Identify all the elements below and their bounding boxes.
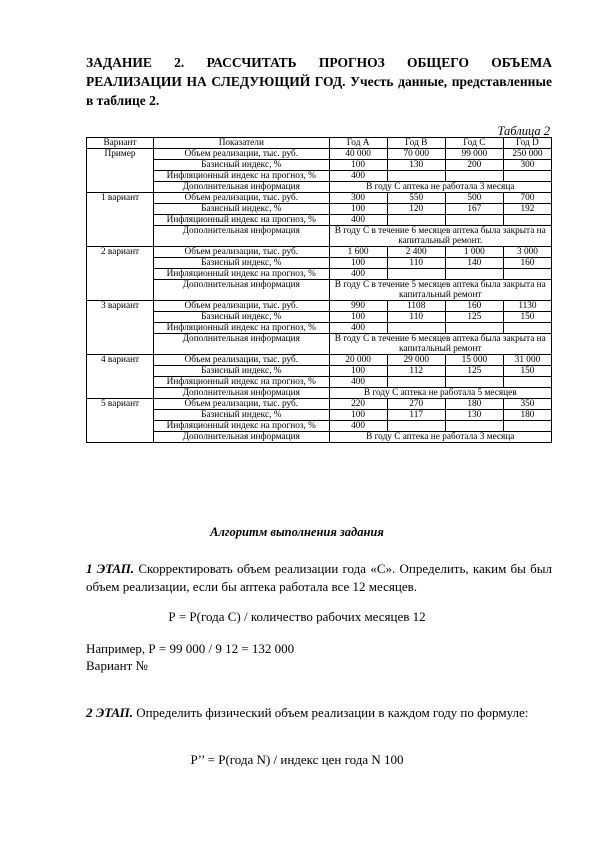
- value-cell: 250 000: [503, 149, 551, 160]
- value-cell: 550: [387, 193, 445, 204]
- empty-cell: [387, 323, 445, 334]
- empty-cell: [503, 171, 551, 182]
- value-cell: 300: [329, 193, 387, 204]
- table-row: [87, 182, 552, 193]
- col-header: Год A: [329, 138, 387, 149]
- indicator-label: Базисный индекс, %: [154, 204, 329, 215]
- value-cell: 160: [445, 301, 503, 312]
- table-row: [87, 204, 552, 215]
- value-cell: 100: [329, 204, 387, 215]
- value-cell: 192: [503, 204, 551, 215]
- value-cell: 180: [503, 410, 551, 421]
- indicator-label: Объем реализации, тыс. руб.: [154, 247, 329, 258]
- indicator-label: Базисный индекс, %: [154, 366, 329, 377]
- indicator-label: Инфляционный индекс на прогноз, %: [154, 377, 329, 388]
- indicator-label: Объем реализации, тыс. руб.: [154, 399, 329, 410]
- value-cell: 180: [445, 399, 503, 410]
- col-header: Вариант: [87, 138, 154, 149]
- indicator-label: Инфляционный индекс на прогноз, %: [154, 323, 329, 334]
- table-row: [87, 258, 552, 269]
- table-row: [87, 312, 552, 323]
- value-cell: 110: [387, 312, 445, 323]
- variant-cell: Пример: [87, 149, 154, 193]
- empty-cell: [445, 215, 503, 226]
- stage2-label: 2 ЭТАП.: [86, 705, 134, 720]
- value-cell: 99 000: [445, 149, 503, 160]
- empty-cell: [503, 421, 551, 432]
- col-header: Год C: [445, 138, 503, 149]
- value-cell: 100: [329, 312, 387, 323]
- value-cell: 100: [329, 366, 387, 377]
- indicator-label: Объем реализации, тыс. руб.: [154, 193, 329, 204]
- variant-cell: 1 вариант: [87, 193, 154, 247]
- stage2-text: Определить физический объем реализации в каждом году по формуле:: [136, 705, 529, 720]
- col-header: Показатели: [154, 138, 329, 149]
- empty-cell: [387, 377, 445, 388]
- table-row: [87, 247, 552, 258]
- table-caption: Таблица 2: [497, 124, 550, 138]
- empty-cell: [503, 377, 551, 388]
- table-row: [87, 171, 552, 182]
- value-cell: 160: [503, 258, 551, 269]
- table-row: [87, 280, 552, 301]
- table-row: [87, 149, 552, 160]
- empty-cell: [503, 215, 551, 226]
- table-row: [87, 388, 552, 399]
- table-row: [87, 432, 552, 443]
- value-cell: 220: [329, 399, 387, 410]
- empty-cell: [445, 171, 503, 182]
- value-cell: 130: [445, 410, 503, 421]
- value-cell: 110: [387, 258, 445, 269]
- indicator-label: Дополнительная информация: [154, 388, 329, 399]
- indicator-label: Дополнительная информация: [154, 334, 329, 355]
- empty-cell: [387, 215, 445, 226]
- col-header: Год D: [503, 138, 551, 149]
- value-cell: 400: [329, 215, 387, 226]
- value-cell: 120: [387, 204, 445, 215]
- value-cell: 100: [329, 258, 387, 269]
- value-cell: 200: [445, 160, 503, 171]
- empty-cell: [503, 323, 551, 334]
- stage1-label: 1 ЭТАП.: [86, 561, 135, 576]
- extra-info-cell: В году С аптека не работала 3 месяца: [329, 182, 551, 193]
- variant-cell: 2 вариант: [87, 247, 154, 301]
- stage2-paragraph: [86, 704, 552, 722]
- table-row: [87, 269, 552, 280]
- stage1-formula: Р = Р(года С) / количество рабочих месяцев 12: [168, 609, 426, 624]
- value-cell: 125: [445, 366, 503, 377]
- indicator-label: Базисный индекс, %: [154, 258, 329, 269]
- table-row: [87, 193, 552, 204]
- empty-cell: [387, 269, 445, 280]
- variant-line: Вариант №: [86, 658, 148, 673]
- algorithm-title: Алгоритм выполнения задания: [210, 525, 384, 539]
- value-cell: 1 000: [445, 247, 503, 258]
- extra-info-cell: В году С в течение 5 месяцев аптека была закрыта на капитальный ремонт: [329, 280, 551, 301]
- indicator-label: Базисный индекс, %: [154, 410, 329, 421]
- indicator-label: Инфляционный индекс на прогноз, %: [154, 215, 329, 226]
- empty-cell: [387, 421, 445, 432]
- value-cell: 1108: [387, 301, 445, 312]
- value-cell: 15 000: [445, 355, 503, 366]
- value-cell: 990: [329, 301, 387, 312]
- value-cell: 167: [445, 204, 503, 215]
- value-cell: 400: [329, 323, 387, 334]
- indicator-label: Инфляционный индекс на прогноз, %: [154, 269, 329, 280]
- table-row: [87, 355, 552, 366]
- indicator-label: Объем реализации, тыс. руб.: [154, 301, 329, 312]
- empty-cell: [445, 377, 503, 388]
- value-cell: 112: [387, 366, 445, 377]
- value-cell: 29 000: [387, 355, 445, 366]
- indicator-label: Дополнительная информация: [154, 182, 329, 193]
- indicator-label: Базисный индекс, %: [154, 312, 329, 323]
- table-row: [87, 410, 552, 421]
- value-cell: 140: [445, 258, 503, 269]
- variant-cell: 5 вариант: [87, 399, 154, 443]
- value-cell: 500: [445, 193, 503, 204]
- stage1-text: Скорректировать объем реализации года «С». Определить, каким бы был объем реализации, если бы аптека работала все 12 месяцев.: [86, 561, 553, 594]
- indicator-label: Объем реализации, тыс. руб.: [154, 355, 329, 366]
- table-row: [87, 301, 552, 312]
- indicator-label: Дополнительная информация: [154, 432, 329, 443]
- value-cell: 100: [329, 160, 387, 171]
- table-header-row: [87, 138, 552, 149]
- variant-cell: 4 вариант: [87, 355, 154, 399]
- table-row: [87, 399, 552, 410]
- empty-cell: [387, 171, 445, 182]
- value-cell: 100: [329, 410, 387, 421]
- value-cell: 400: [329, 269, 387, 280]
- indicator-label: Объем реализации, тыс. руб.: [154, 149, 329, 160]
- empty-cell: [445, 421, 503, 432]
- value-cell: 130: [387, 160, 445, 171]
- stage1-example: Например, Р = 99 000 / 9 12 = 132 000: [86, 641, 295, 656]
- value-cell: 350: [503, 399, 551, 410]
- indicator-label: Инфляционный индекс на прогноз, %: [154, 421, 329, 432]
- stage2-formula: Р’’ = Р(года N) / индекс цен года N 100: [190, 752, 404, 767]
- table-row: [87, 215, 552, 226]
- value-cell: 70 000: [387, 149, 445, 160]
- extra-info-cell: В году С аптека не работала 3 месяца: [329, 432, 551, 443]
- value-cell: 20 000: [329, 355, 387, 366]
- col-header: Год B: [387, 138, 445, 149]
- table-row: [87, 377, 552, 388]
- empty-cell: [445, 323, 503, 334]
- table-row: [87, 226, 552, 247]
- empty-cell: [445, 269, 503, 280]
- data-table: [86, 137, 552, 443]
- value-cell: 1 600: [329, 247, 387, 258]
- stage1-paragraph: [86, 560, 552, 596]
- value-cell: 400: [329, 171, 387, 182]
- indicator-label: Дополнительная информация: [154, 280, 329, 301]
- value-cell: 40 000: [329, 149, 387, 160]
- value-cell: 31 000: [503, 355, 551, 366]
- value-cell: 150: [503, 366, 551, 377]
- empty-cell: [503, 269, 551, 280]
- value-cell: 270: [387, 399, 445, 410]
- table-row: [87, 366, 552, 377]
- table-row: [87, 421, 552, 432]
- table-row: [87, 334, 552, 355]
- value-cell: 3 000: [503, 247, 551, 258]
- indicator-label: Инфляционный индекс на прогноз, %: [154, 171, 329, 182]
- value-cell: 2 400: [387, 247, 445, 258]
- indicator-label: Дополнительная информация: [154, 226, 329, 247]
- value-cell: 400: [329, 421, 387, 432]
- table-row: [87, 323, 552, 334]
- value-cell: 300: [503, 160, 551, 171]
- task-heading: ЗАДАНИЕ 2. РАССЧИТАТЬ ПРОГНОЗ ОБЩЕГО ОБЪЕМА РЕАЛИЗАЦИИ НА СЛЕДУЮЩИЙ ГОД. Учесть данные, представленные в таблице 2.: [86, 55, 552, 108]
- value-cell: 150: [503, 312, 551, 323]
- table-row: [87, 160, 552, 171]
- value-cell: 1130: [503, 301, 551, 312]
- value-cell: 700: [503, 193, 551, 204]
- value-cell: 125: [445, 312, 503, 323]
- variant-cell: 3 вариант: [87, 301, 154, 355]
- extra-info-cell: В году С аптека не работала 5 месяцев: [329, 388, 551, 399]
- indicator-label: Базисный индекс, %: [154, 160, 329, 171]
- value-cell: 117: [387, 410, 445, 421]
- extra-info-cell: В году С в течение 6 месяцев аптека была закрыта на капитальный ремонт.: [329, 226, 551, 247]
- value-cell: 400: [329, 377, 387, 388]
- extra-info-cell: В году С в течение 6 месяцев аптека была закрыта на капитальный ремонт: [329, 334, 551, 355]
